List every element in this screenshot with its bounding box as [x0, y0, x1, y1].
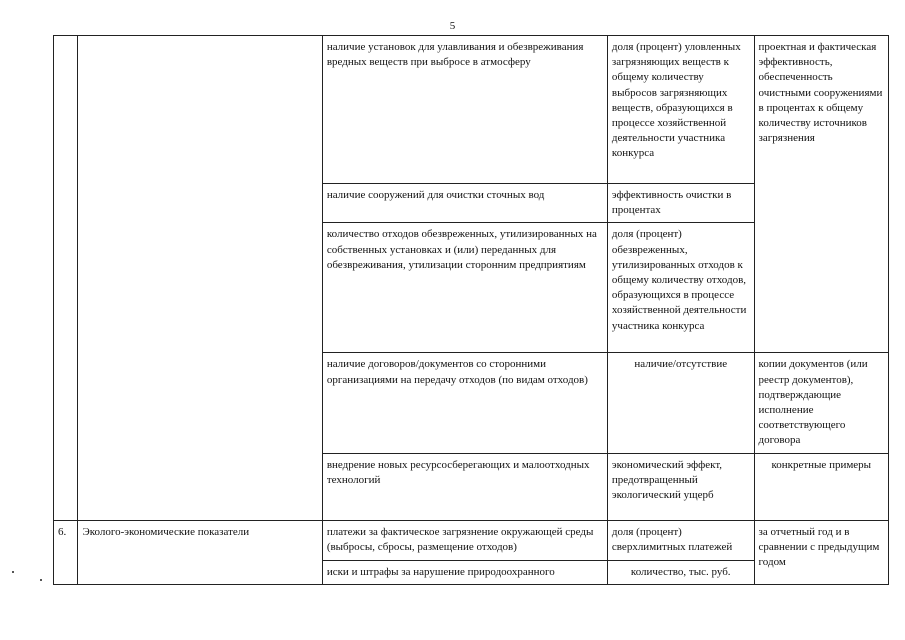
indicator-cell: наличие договоров/документов со сторонними организациями на передачу отходов (по видам отходов) [322, 353, 607, 453]
indicator-cell: количество отходов обезвреженных, утилизированных на собственных установках и (или) переданных для обезвреживания, утилизации сторонним предприятиям [322, 223, 607, 353]
measure-cell: экономический эффект, предотвращенный экологический ущерб [607, 453, 754, 520]
indicator-cell: платежи за фактическое загрязнение окружающей среды (выбросы, сбросы, размещение отходов) [322, 520, 607, 560]
group-name-cell: Эколого-экономические показатели [78, 520, 322, 584]
documents-cell: за отчетный год и в сравнении с предыдущим годом [754, 520, 888, 584]
row-number-cell [54, 36, 78, 521]
documents-cell: копии документов (или реестр документов), подтверждающие исполнение соответствующего договора [754, 353, 888, 453]
measure-cell: наличие/отсутствие [607, 353, 754, 453]
documents-cell: проектная и фактическая эффективность, обеспеченность очистными сооружениями в процентах к общему количеству источников загрязнения [754, 36, 888, 353]
measure-cell: эффективность очистки в процентах [607, 184, 754, 223]
table-row [54, 520, 889, 560]
page-number: 5 [449, 20, 456, 32]
scan-speck [12, 571, 14, 573]
indicator-cell: наличие установок для улавливания и обезвреживания вредных веществ при выбросе в атмосферу [322, 36, 607, 184]
indicator-cell: иски и штрафы за нарушение природоохранного [322, 560, 607, 584]
measure-cell: количество, тыс. руб. [607, 560, 754, 584]
table-row [54, 36, 889, 184]
measure-cell: доля (процент) сверхлимитных платежей [607, 520, 754, 560]
group-name-cell [78, 36, 322, 521]
indicator-cell: внедрение новых ресурсосберегающих и малоотходных технологий [322, 453, 607, 520]
measure-cell: доля (процент) уловленных загрязняющих веществ к общему количеству выбросов загрязняющих веществ, образующихся в процессе хозяйственной деятельности участника конкурса [607, 36, 754, 184]
indicators-table [53, 35, 889, 585]
measure-cell: доля (процент) обезвреженных, утилизированных отходов к общему количеству отходов, образующихся в процессе хозяйственной деятельности участника конкурса [607, 223, 754, 353]
indicator-cell: наличие сооружений для очистки сточных вод [322, 184, 607, 223]
row-number-cell: 6. [54, 520, 78, 584]
scan-speck [40, 579, 42, 581]
documents-cell: конкретные примеры [754, 453, 888, 520]
